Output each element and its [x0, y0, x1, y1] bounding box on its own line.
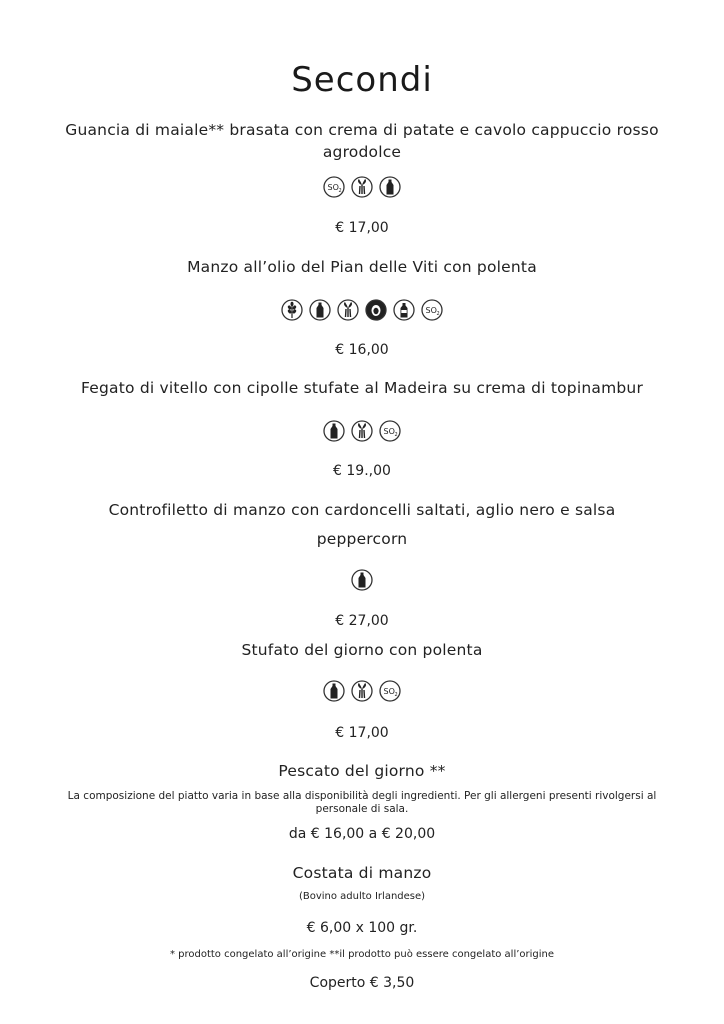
celery-icon	[351, 680, 373, 702]
celery-icon	[351, 176, 373, 198]
dish-price: € 17,00	[335, 220, 389, 236]
dish-price: € 6,00 x 100 gr.	[306, 920, 418, 936]
dish-name: Pescato del giorno **	[278, 762, 446, 780]
sulphites-icon	[421, 299, 443, 321]
sulphites-icon	[323, 176, 345, 198]
dish-price: da € 16,00 a € 20,00	[288, 826, 436, 842]
dish-name-continued: peppercorn	[316, 530, 408, 548]
milk-icon	[379, 176, 401, 198]
dish-name: Stufato del giorno con polenta	[241, 641, 483, 659]
dish-name: Manzo all’olio del Pian delle Viti con polenta	[187, 258, 537, 276]
dish-price: € 19.,00	[333, 463, 391, 479]
allergen-icons	[0, 299, 724, 321]
milk-icon	[351, 569, 373, 591]
dish-note: (Bovino adulto Irlandese)	[298, 891, 426, 902]
coperto-price: Coperto € 3,50	[309, 975, 415, 991]
egg-icon	[365, 299, 387, 321]
celery-icon	[337, 299, 359, 321]
dish-price: € 16,00	[335, 342, 389, 358]
dish-name: Controfiletto di manzo con cardoncelli saltati, aglio nero e salsa	[108, 501, 616, 519]
allergen-icons	[0, 680, 724, 702]
dish-note-continued: personale di sala.	[315, 803, 409, 815]
dish-name: Costata di manzo	[292, 864, 432, 882]
celery-icon	[351, 420, 373, 442]
dish-name: Fegato di vitello con cipolle stufate al Madeira su crema di topinambur	[80, 379, 644, 397]
dish-name-continued: agrodolce	[322, 143, 402, 161]
allergen-icons	[0, 569, 724, 591]
page-title: Secondi	[291, 60, 433, 100]
milk-icon	[309, 299, 331, 321]
sulphites-icon	[379, 420, 401, 442]
dish-note: La composizione del piatto varia in base alla disponibilità degli ingredienti. Per gli allergeni presenti rivolgersi al	[67, 790, 657, 802]
footnote: * prodotto congelato all’origine **il prodotto può essere congelato all’origine	[169, 949, 555, 960]
milk-icon	[323, 680, 345, 702]
dish-price: € 27,00	[335, 613, 389, 629]
sulphites-icon	[379, 680, 401, 702]
milk-icon	[323, 420, 345, 442]
fish-icon	[393, 299, 415, 321]
gluten-icon	[281, 299, 303, 321]
dish-price: € 17,00	[335, 725, 389, 741]
dish-name: Guancia di maiale** brasata con crema di patate e cavolo cappuccio rosso	[65, 121, 659, 139]
allergen-icons	[0, 176, 724, 198]
allergen-icons	[0, 420, 724, 442]
